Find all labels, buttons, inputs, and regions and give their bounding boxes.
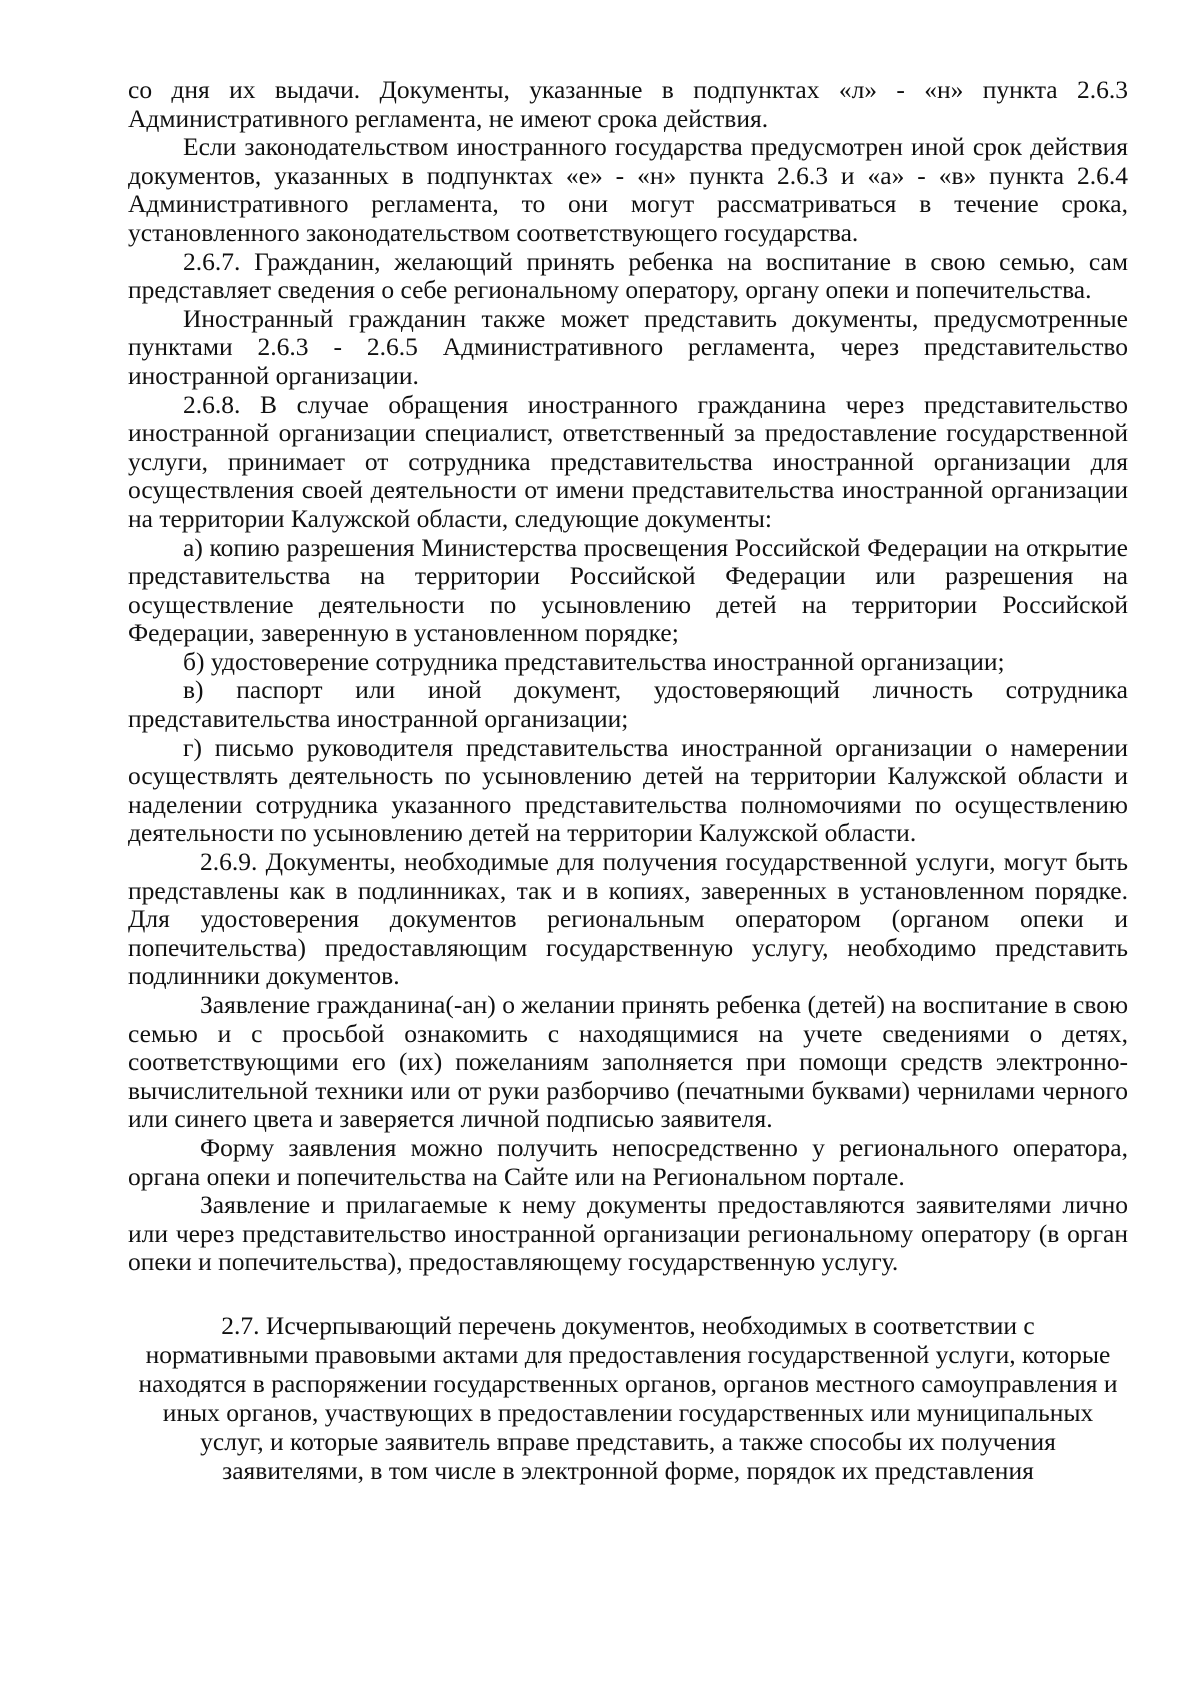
- paragraph-2-6-9: 2.6.9. Документы, необходимые для получения государственной услуги, могут быть представлены как в подлинниках, так и в копиях, заверенных в установленном порядке. Для удостоверения документов региональным оператором (органом опеки и попечительства) предоставляющим государственную услугу, необходимо представить подлинники документов.: [128, 847, 1128, 991]
- list-item-g: г) письмо руководителя представительства иностранной организации о намерении осуществлять деятельность по усыновлению детей на территории Калужской области и наделении сотрудника указанного представительства полномочиями по осуществлению деятельности по усыновлению детей на территории Калужской области.: [128, 732, 1128, 848]
- section-heading-2-7: 2.7. Исчерпывающий перечень документов, необходимых в соответствии с нормативными правовыми актами для предоставления государственной услуги, которые находятся в распоряжении государственных органов, органов местного самоуправления и иных органов, участвующих в предоставлении государственных или муниципальных услуг, и которые заявитель вправе представить, а также способы их получения заявителями, в том числе в электронной форме, порядок их представления: [138, 1310, 1118, 1485]
- paragraph-2-6-8: 2.6.8. В случае обращения иностранного гражданина через представительство иностранной организации специалист, ответственный за предоставление государственной услуги, принимает от сотрудника представительства иностранной организации для осуществления своей деятельности от имени представительства иностранной организации на территории Калужской области, следующие документы:: [128, 389, 1128, 533]
- paragraph-foreign-citizen: Иностранный гражданин также может представить документы, предусмотренные пунктами 2.6.3 - 2.6.5 Административного регламента, через представительство иностранной организации.: [128, 303, 1128, 390]
- list-item-b: б) удостоверение сотрудника представительства иностранной организации;: [183, 646, 1005, 676]
- list-item-v: в) паспорт или иной документ, удостоверяющий личность сотрудника представительства иностранной организации;: [128, 675, 1128, 734]
- paragraph-continuation: со дня их выдачи. Документы, указанные в подпунктах «л» - «н» пункта 2.6.3 Административного регламента, не имеют срока действия.: [128, 75, 1128, 133]
- paragraph-application-form: Заявление гражданина(-ан) о желании принять ребенка (детей) на воспитание в свою семью и с просьбой ознакомить с находящимися на учете сведениями о детях, соответствующими его (их) пожеланиям заполняется при помощи средств электронно-вычислительной техники или от руки разборчиво (печатными буквами) чернилами черного или синего цвета и заверяется личной подписью заявителя.: [128, 990, 1128, 1134]
- paragraph-form-source: Форму заявления можно получить непосредственно у регионального оператора, органа опеки и попечительства на Сайте или на Региональном портале.: [128, 1132, 1128, 1191]
- paragraph-2-6-7: 2.6.7. Гражданин, желающий принять ребенка на воспитание в свою семью, сам представляет сведения о себе региональному оператору, органу опеки и попечительства.: [128, 246, 1128, 305]
- paragraph-submission: Заявление и прилагаемые к нему документы предоставляются заявителями лично или через представительство иностранной организации региональному оператору (в орган опеки и попечительства), предоставляющему государственную услугу.: [128, 1190, 1128, 1277]
- document-page: [128, 76, 1128, 1485]
- list-item-a: а) копию разрешения Министерства просвещения Российской Федерации на открытие представительства на территории Российской Федерации или разрешения на осуществление деятельности по усыновлению детей на территории Российской Федерации, заверенную в установленном порядке;: [128, 532, 1128, 648]
- paragraph-foreign-validity: Если законодательством иностранного государства предусмотрен иной срок действия документов, указанных в подпунктах «е» - «н» пункта 2.6.3 и «а» - «в» пункта 2.6.4 Административного регламента, то они могут рассматриваться в течение срока, установленного законодательством соответствующего государства.: [128, 132, 1128, 247]
